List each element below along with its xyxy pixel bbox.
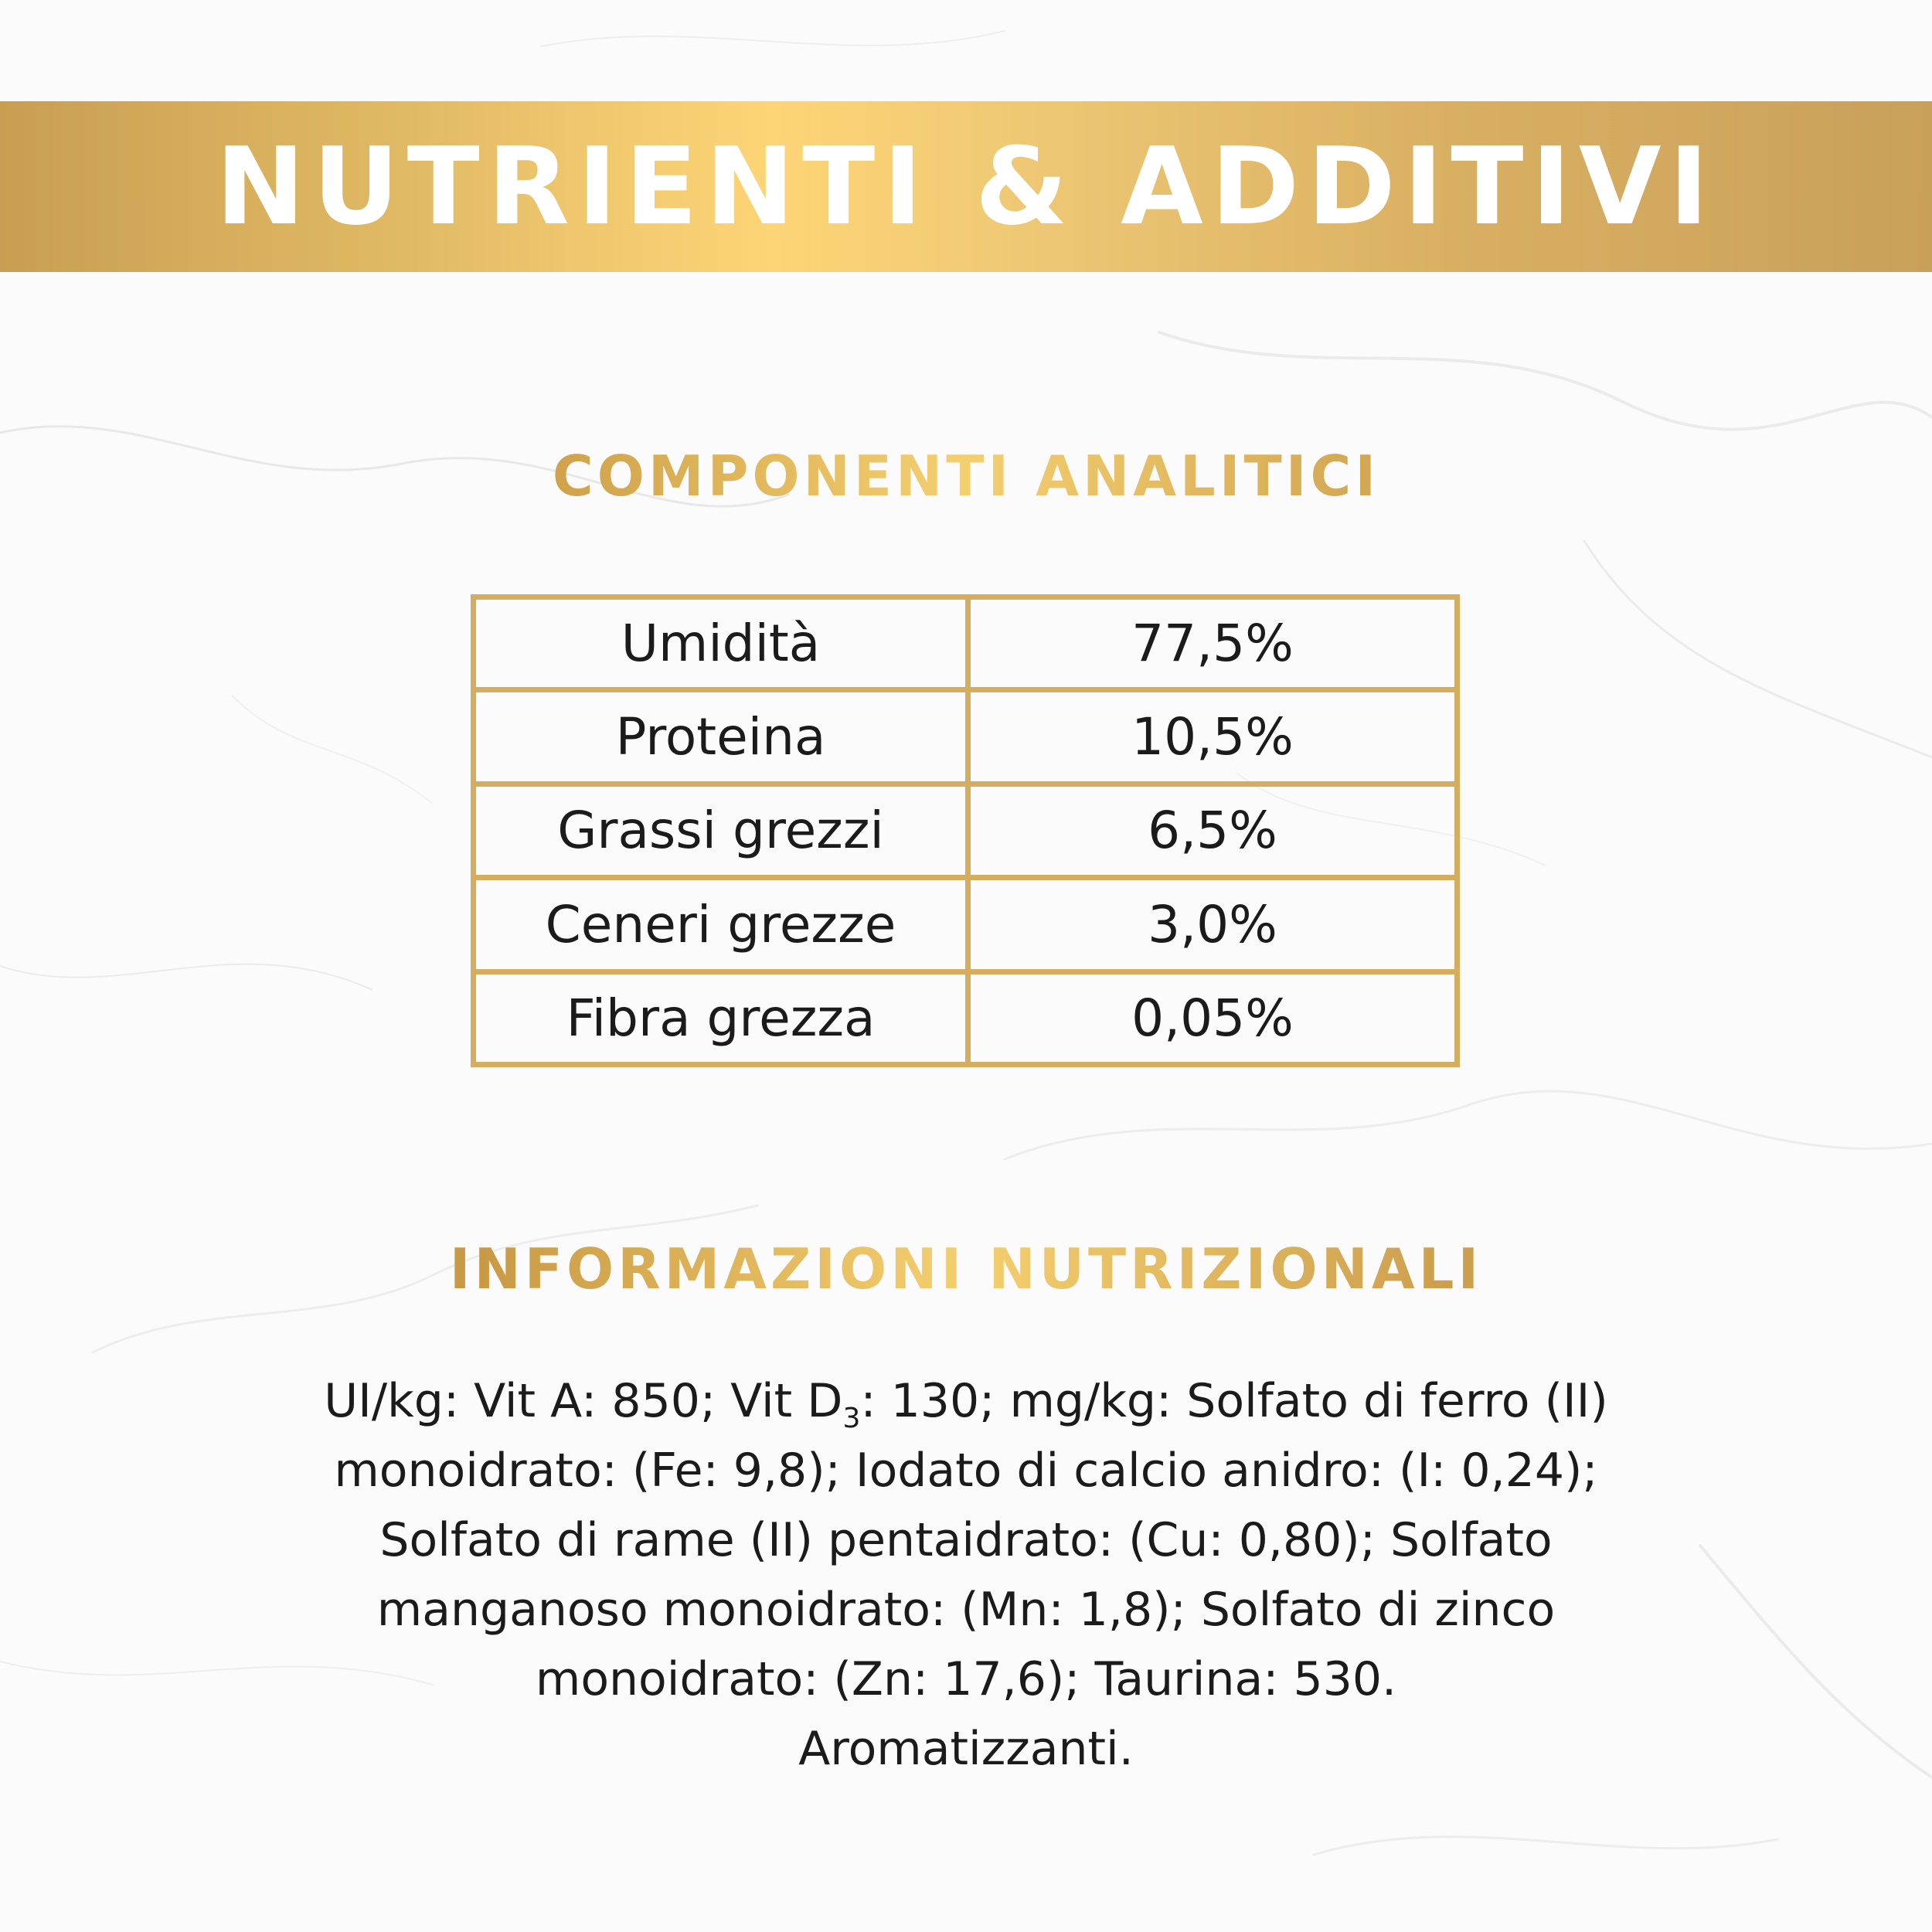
table-row	[476, 600, 1454, 690]
row-label: Umidità	[476, 600, 968, 690]
nutrition-line-part: UI/kg: Vit A: 850; Vit D	[324, 1374, 843, 1428]
row-label: Grassi grezzi	[476, 784, 968, 878]
row-value: 77,5%	[968, 600, 1455, 690]
row-label: Proteina	[476, 690, 968, 784]
row-value: 10,5%	[968, 690, 1455, 784]
table-row	[476, 690, 1454, 784]
nutrition-line: monoidrato: (Fe: 9,8); Iodato di calcio anidro: (I: 0,24);	[334, 1444, 1598, 1498]
nutrition-line: Aromatizzanti.	[798, 1722, 1134, 1776]
row-label: Ceneri grezze	[476, 878, 968, 972]
analytic-components-title: COMPONENTI ANALITICI	[0, 444, 1932, 509]
nutrition-line: manganoso monoidrato: (Mn: 1,8); Solfato di zinco	[376, 1583, 1556, 1637]
nutrition-line: Solfato di rame (II) pentaidrato: (Cu: 0,80); Solfato	[379, 1513, 1553, 1567]
row-value: 6,5%	[968, 784, 1455, 878]
table-row	[476, 971, 1454, 1062]
nutrition-line-part: : 130; mg/kg: Solfato di ferro (II)	[860, 1374, 1608, 1428]
row-label: Fibra grezza	[476, 971, 968, 1062]
table-row	[476, 878, 1454, 972]
nutrition-info-title: INFORMAZIONI NUTRIZIONALI	[0, 1236, 1932, 1301]
row-value: 3,0%	[968, 878, 1455, 972]
nutrition-line	[155, 1366, 1777, 1436]
table-row	[476, 784, 1454, 878]
subscript: 3	[842, 1403, 861, 1434]
analytic-table	[471, 594, 1460, 1067]
nutrition-info-text	[155, 1366, 1777, 1784]
banner-title: NUTRIENTI & ADDITIVI	[216, 124, 1716, 249]
header-banner	[0, 101, 1932, 272]
row-value: 0,05%	[1131, 988, 1294, 1048]
nutrition-line: monoidrato: (Zn: 17,6); Taurina: 530.	[535, 1652, 1397, 1706]
